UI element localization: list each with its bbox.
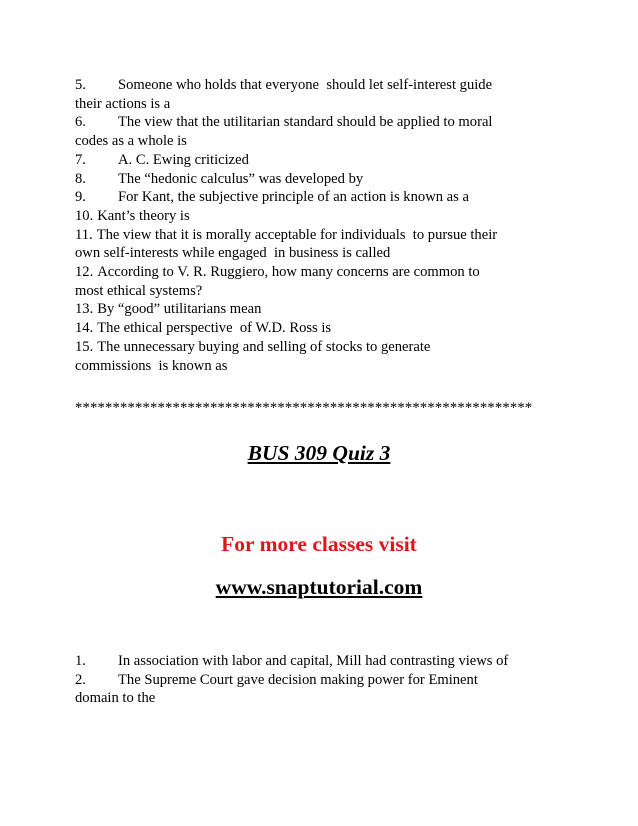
question-continuation bbox=[75, 357, 575, 376]
question-text: The “hedonic calculus” was developed by bbox=[118, 170, 364, 187]
question-number: 14. bbox=[75, 320, 94, 337]
question-number: 11. bbox=[75, 226, 93, 243]
question-text: Kant’s theory is bbox=[97, 207, 190, 224]
question-continuation bbox=[75, 282, 575, 301]
question-text: In association with labor and capital, Mill had contrasting views of bbox=[118, 653, 509, 669]
promo-link[interactable]: www.snaptutorial.com bbox=[215, 575, 423, 599]
question-item bbox=[75, 338, 575, 357]
question-text: The ethical perspective of W.D. Ross is bbox=[97, 320, 332, 337]
question-text: most ethical systems? bbox=[75, 282, 203, 299]
question-number: 5. bbox=[75, 77, 86, 93]
question-text: For Kant, the subjective principle of an action is known as a bbox=[118, 189, 469, 206]
question-item bbox=[75, 113, 575, 132]
question-number: 7. bbox=[75, 151, 86, 168]
question-number: 1. bbox=[75, 653, 86, 669]
question-item bbox=[75, 151, 575, 170]
question-item bbox=[75, 263, 575, 282]
question-text: A. C. Ewing criticized bbox=[118, 151, 249, 168]
question-continuation bbox=[75, 132, 575, 151]
separator-line: ************************************************************* bbox=[75, 400, 533, 416]
question-item bbox=[75, 671, 575, 690]
question-text: codes as a whole is bbox=[75, 133, 187, 150]
question-number: 2. bbox=[75, 671, 86, 688]
question-number: 9. bbox=[75, 189, 86, 206]
question-number: 10. bbox=[75, 207, 94, 224]
question-text: The view that it is morally acceptable for individuals to pursue their bbox=[96, 226, 498, 243]
question-number: 15. bbox=[75, 338, 94, 355]
question-text: The Supreme Court gave decision making power for Eminent bbox=[118, 671, 478, 688]
question-text: By “good” utilitarians mean bbox=[97, 301, 262, 318]
question-list-bottom bbox=[75, 652, 575, 708]
promo-text: For more classes visit bbox=[221, 532, 417, 556]
question-text: commissions is known as bbox=[75, 357, 228, 374]
question-continuation bbox=[75, 244, 575, 263]
question-number: 8. bbox=[75, 170, 86, 187]
question-item bbox=[75, 188, 575, 207]
question-text: own self-interests while engaged in business is called bbox=[75, 245, 391, 262]
question-item bbox=[75, 207, 575, 226]
question-text: The view that the utilitarian standard should be applied to moral bbox=[118, 114, 493, 131]
question-number: 12. bbox=[75, 264, 94, 281]
question-continuation bbox=[75, 95, 575, 114]
question-item bbox=[75, 319, 575, 338]
question-item bbox=[75, 76, 575, 95]
question-text: their actions is a bbox=[75, 95, 171, 112]
question-text: Someone who holds that everyone should let self-interest guide bbox=[118, 77, 493, 93]
question-item bbox=[75, 170, 575, 189]
question-continuation bbox=[75, 689, 575, 708]
quiz-title: BUS 309 Quiz 3 bbox=[247, 441, 391, 465]
question-text: The unnecessary buying and selling of stocks to generate bbox=[97, 338, 431, 355]
question-item bbox=[75, 226, 575, 245]
question-number: 6. bbox=[75, 114, 86, 131]
question-number: 13. bbox=[75, 301, 94, 318]
question-item bbox=[75, 652, 575, 671]
question-text: According to V. R. Ruggiero, how many concerns are common to bbox=[97, 264, 480, 281]
question-list-top bbox=[75, 76, 575, 375]
question-item bbox=[75, 300, 575, 319]
question-text: domain to the bbox=[75, 690, 156, 707]
